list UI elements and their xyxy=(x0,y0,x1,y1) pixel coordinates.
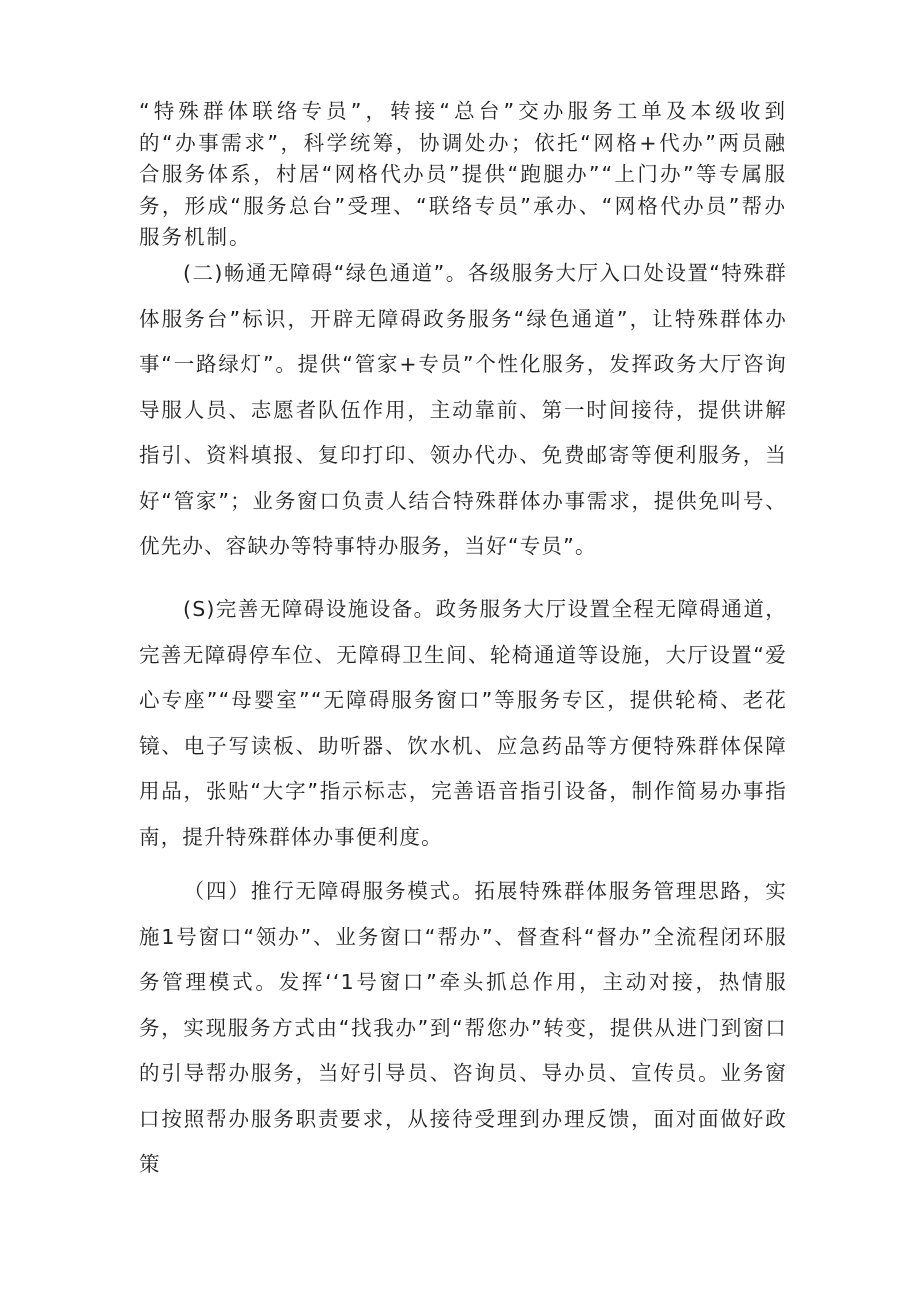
paragraph-section-3 xyxy=(139,587,787,860)
paragraph-text: （四）推行无障碍服务模式。拓展特殊群体服务管理思路，实施1号窗口“领办”、业务窗口“帮办”、督查科“督办”全流程闭环服务管理模式。发挥‘‘1号窗口”牵头抓总作用，主动对接，热情服务，实现服务方式由“找我办”到“帮您办”转变，提供从进门到窗口的引导帮办服务，当好引导员、咨询员、导办员、宣传员。业务窗口按照帮办服务职责要求，从接待受理到办理反馈，面对面做好政策 xyxy=(139,879,787,1176)
paragraph-text: (S)完善无障碍设施设备。政务服务大厅设置全程无障碍通道，完善无障碍停车位、无障碍卫生间、轮椅通道等设施，大厅设置“爱心专座”“母婴室”“无障碍服务窗口”等服务专区，提供轮椅、老花镜、电子写读板、助听器、饮水机、应急药品等方便特殊群体保障用品，张贴“大字”指示标志，完善语音指引设备，制作简易办事指南，提升特殊群体办事便利度。 xyxy=(139,597,787,849)
paragraph-section-4 xyxy=(139,869,787,1188)
paragraph-text: “特殊群体联络专员”，转接“总台”交办服务工单及本级收到的“办事需求”，科学统筹，协调处办；依托“网格+代办”两员融合服务体系，村居“网格代办员”提供“跑腿办”“上门办”等专属服务，形成“服务总台”受理、“联络专员”承办、“网格代办员”帮办服务机制。 xyxy=(139,99,787,249)
paragraph-section-2 xyxy=(139,251,787,570)
paragraph-text: (二)畅通无障碍“绿色通道”。各级服务大厅入口处设置“特殊群体服务台”标识，开辟无障碍政务服务“绿色通道”，让特殊群体办事“一路绿灯”。提供“管家+专员”个性化服务，发挥政务大厅咨询导服人员、志愿者队伍作用，主动靠前、第一时间接待，提供讲解指引、资料填报、复印打印、领办代办、免费邮寄等便利服务，当好“管家”；业务窗口负责人结合特殊群体办事需求，提供免叫号、优先办、容缺办等特事特办服务，当好“专员”。 xyxy=(139,261,787,558)
paragraph-continuation xyxy=(139,96,787,254)
